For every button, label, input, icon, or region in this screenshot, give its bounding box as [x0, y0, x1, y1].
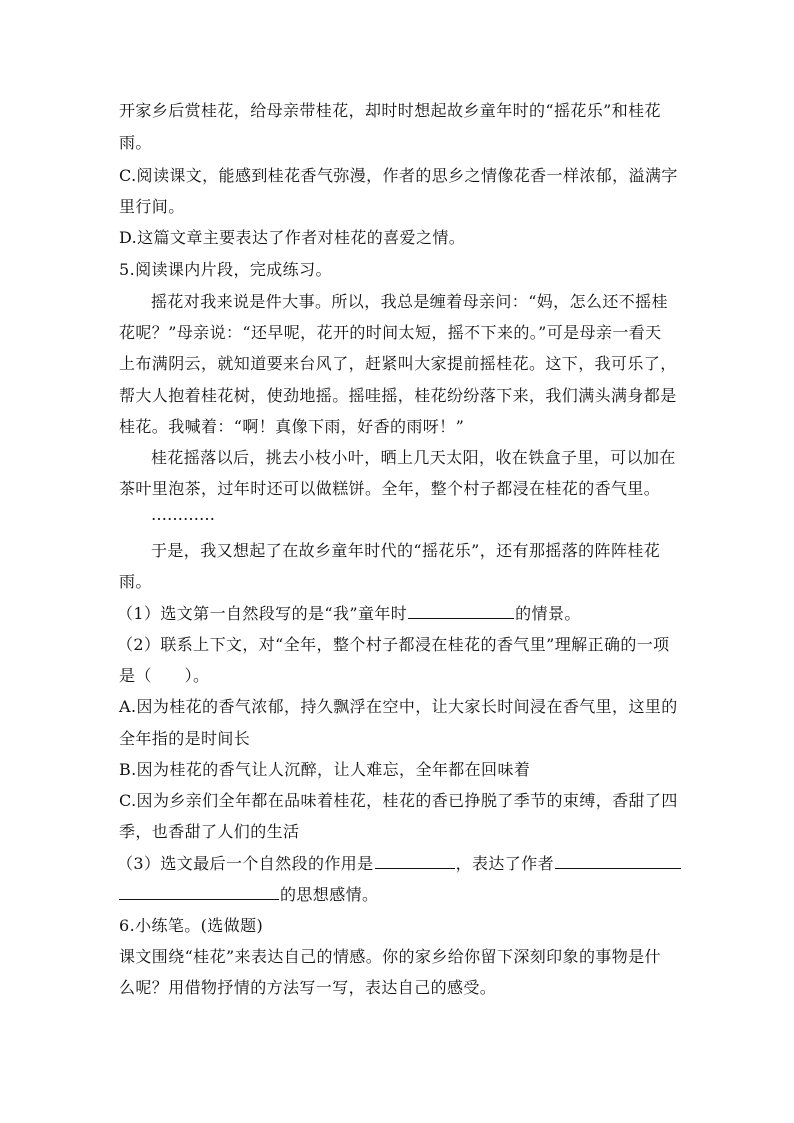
passage-line: 帮大人抱着桂花树，使劲地摇。摇哇摇，桂花纷纷落下来，我们满头满身都是 [119, 386, 677, 405]
text-line: 里行间。 [119, 197, 185, 216]
option-c: C.阅读课文，能感到桂花香气弥漫，作者的思乡之情像花香一样浓郁，溢满字 [119, 166, 678, 185]
sub-question-1-tail: 的情景。 [515, 604, 581, 623]
passage-line: 桂花。我喊着：“啊！真像下雨，好香的雨呀！” [119, 417, 465, 436]
question-5-heading: 5.阅读课内片段，完成练习。 [119, 260, 332, 279]
text-line: 开家乡后赏桂花，给母亲带桂花，却时时想起故乡童年时的“摇花乐”和桂花 [119, 101, 661, 120]
passage-line: 茶叶里泡茶，过年时还可以做糕饼。全年，整个村子都浸在桂花的香气里。 [119, 479, 661, 498]
text-line: 全年指的是时间长 [119, 729, 251, 748]
ellipsis: ………… [151, 505, 215, 524]
answer-blank[interactable] [555, 854, 681, 869]
passage-line: 桂花摇落以后，挑去小枝小叶，晒上几天太阳，收在铁盒子里，可以加在 [151, 448, 676, 467]
option-b: B.因为桂花的香气让人沉醉，让人难忘，全年都在回味着 [119, 760, 531, 779]
text-line: 雨。 [119, 133, 152, 152]
passage-line: 花呢？”母亲说：“还早呢，花开的时间太短，摇不下来的。”可是母亲一看天 [119, 323, 662, 342]
text-line: 课文围绕“桂花”来表达自己的情感。你的家乡给你留下深刻印象的事物是什 [119, 947, 661, 966]
sub-question-3-cont [119, 885, 378, 905]
text-line: 季，也香甜了人们的生活 [119, 822, 300, 841]
text-line: 么呢？用借物抒情的方法写一写，表达自己的感受。 [119, 978, 497, 997]
sub-question-3-tail: 的思想感情。 [280, 885, 379, 904]
passage-line: 摇花对我来说是件大事。所以，我总是缠着母亲问：“妈，怎么还不摇桂 [151, 292, 668, 311]
option-a: A.因为桂花的香气浓郁，持久飘浮在空中，让大家长时间浸在香气里，这里的 [119, 697, 678, 716]
passage-line: 上布满阴云，就知道要来台风了，赶紧叫大家提前摇桂花。这下，我可乐了， [119, 354, 677, 373]
option-c: C.因为乡亲们全年都在品味着桂花，桂花的香已挣脱了季节的束缚，香甜了四 [119, 791, 678, 810]
sub-question-3-text: （3）选文最后一个自然段的作用是 [117, 854, 374, 873]
sub-question-3 [117, 854, 682, 874]
sub-question-2: （2）联系上下文，对“全年，整个村子都浸在桂花的香气里”理解正确的一项 [117, 635, 670, 654]
sub-question-3-mid: ，表达了作者 [455, 854, 554, 873]
answer-blank[interactable] [119, 885, 279, 900]
sub-question-1-text: （1）选文第一自然段写的是“我”童年时 [117, 604, 408, 623]
option-d: D.这篇文章主要表达了作者对桂花的喜爱之情。 [119, 228, 466, 247]
answer-blank[interactable] [408, 604, 514, 619]
passage-line: 于是，我又想起了在故乡童年时代的“摇花乐”，还有那摇落的阵阵桂花 [151, 541, 661, 560]
answer-blank[interactable] [375, 854, 455, 869]
passage-line: 雨。 [119, 572, 152, 591]
text-line: 是（ ）。 [119, 666, 210, 685]
sub-question-1 [117, 604, 581, 624]
question-6-heading: 6.小练笔。(选做题) [119, 916, 264, 935]
